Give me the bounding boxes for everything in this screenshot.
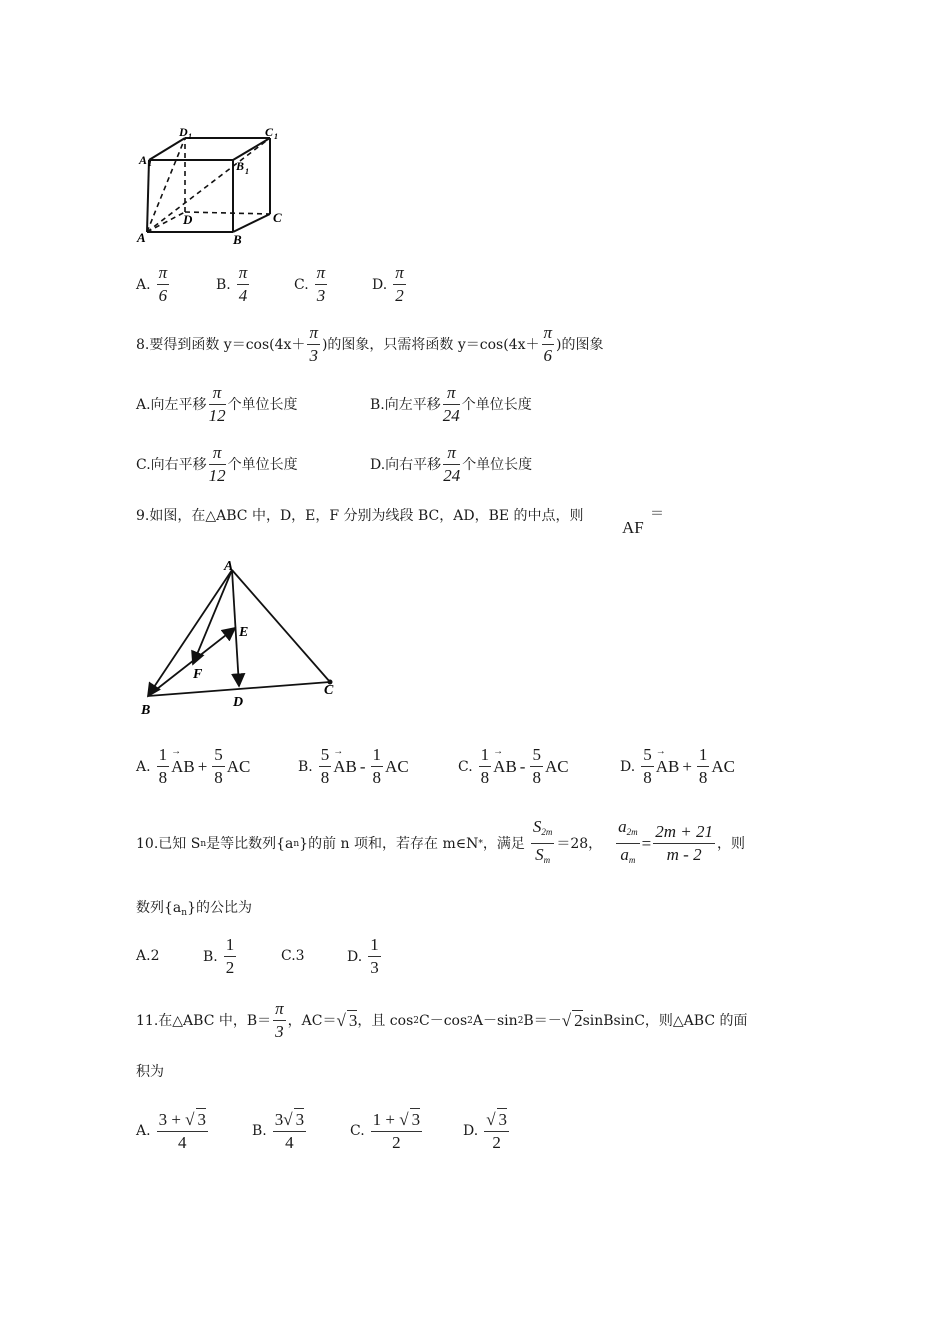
cube-label-d1-sub: 1 <box>188 132 192 141</box>
q11-option-c[interactable]: C. $\frac{1 + √ 3}{2}$ <box>350 1110 421 1152</box>
q8-option-a[interactable]: A.向左平移 $\frac{\pi}{12}$ 个单位长度 <box>136 383 298 425</box>
cube-label-c1-sub: 1 <box>274 132 278 141</box>
tri-label-d: D <box>233 695 244 710</box>
tri-label-c: C <box>324 683 334 698</box>
cube-label-b1-sub: 1 <box>245 167 249 176</box>
q10-option-d[interactable]: D. $\frac{1}{3}$ <box>347 935 379 977</box>
q9-option-b[interactable]: B. $\frac{5}{8}$ → AB - $\frac{1}{8}$ AC <box>298 744 409 789</box>
q10-stem: 10.已知 S n 是等比数列{a n }的前 n 项和，若存在 m∈N * ，满足 $\frac{S_{2m}}{S_m}$ ＝28， $\frac{a_{2m}}{a_m}$ = $\frac{2m + 21}{m - 2}$ ，则 <box>136 817 746 865</box>
q11-line2: 积为 <box>136 1064 164 1080</box>
q8-stem: 8.要得到函数 y＝cos(4x＋ $\frac{\pi}{3}$ )的图象，只需将函数 y＝cos(4x＋ $\frac{\pi}{6}$ )的图象 <box>136 323 604 365</box>
q7-option-a[interactable]: A. $\frac{\pi}{6}$ <box>136 263 168 305</box>
q9-equals: ＝ <box>650 506 664 522</box>
q10-line2: 数列$\{a_n\}$的公比为 <box>136 900 252 918</box>
tri-label-e: E <box>239 625 249 640</box>
cube-label-b1: B <box>236 159 245 173</box>
q9-af-vector: AF <box>622 518 644 537</box>
cube-label-d: D <box>183 212 193 227</box>
q9-option-a[interactable]: A. $\frac{1}{8}$ → AB + $\frac{5}{8}$ AC <box>136 744 250 789</box>
q8-option-d[interactable]: D.向右平移 $\frac{\pi}{24}$ 个单位长度 <box>370 443 533 485</box>
q9-option-c[interactable]: C. $\frac{1}{8}$ → AB - $\frac{5}{8}$ AC <box>458 744 569 789</box>
cube-label-b: B <box>233 232 242 247</box>
q10-option-b[interactable]: B. $\frac{1}{2}$ <box>203 935 235 977</box>
q9-option-d[interactable]: D. $\frac{5}{8}$ → AB + $\frac{1}{8}$ AC <box>620 744 735 789</box>
triangle-figure <box>138 558 348 720</box>
cube-label-c1: C <box>265 125 274 139</box>
q7-option-d[interactable]: D. $\frac{\pi}{2}$ <box>372 263 404 305</box>
q10-option-c[interactable]: C. 3 <box>281 948 305 964</box>
tri-label-b: B <box>141 703 151 718</box>
cube-label-a: A <box>137 230 146 245</box>
q8-option-c[interactable]: C.向右平移 $\frac{\pi}{12}$ 个单位长度 <box>136 443 298 485</box>
cube-label-d1: D <box>179 125 188 139</box>
q9-stem: 9.如图，在△ABC 中，D，E，F 分别为线段 BC，AD，BE 的中点，则 <box>136 508 584 524</box>
q11-option-b[interactable]: B. $\frac{3√ 3}{4}$ <box>252 1110 305 1152</box>
q11-stem: 11.在△ABC 中，B＝ $\frac{\pi}{3}$ ，AC＝ √ 3 ，且 cos 2 C－cos 2 A－sin 2 B＝－ √ 2 sinBsinC，则△ABC 的面 <box>136 999 748 1041</box>
q11-option-a[interactable]: A. $\frac{3 + √ 3}{4}$ <box>136 1110 206 1152</box>
cube-label-a1-sub: 1 <box>148 159 152 168</box>
q8-option-b[interactable]: B.向左平移 $\frac{\pi}{24}$ 个单位长度 <box>370 383 532 425</box>
tri-label-f: F <box>193 667 203 682</box>
cube-label-c: C <box>273 210 282 225</box>
q7-option-b[interactable]: B. $\frac{\pi}{4}$ <box>216 263 248 305</box>
q7-option-c[interactable]: C. $\frac{\pi}{3}$ <box>294 263 326 305</box>
tri-label-a: A <box>224 559 234 574</box>
cube-label-a1: A <box>139 153 148 167</box>
q10-option-a[interactable]: A. 2 <box>136 948 160 964</box>
cube-figure <box>135 122 295 247</box>
q11-option-d[interactable]: D. $\frac{√ 3}{2}$ <box>463 1110 508 1152</box>
